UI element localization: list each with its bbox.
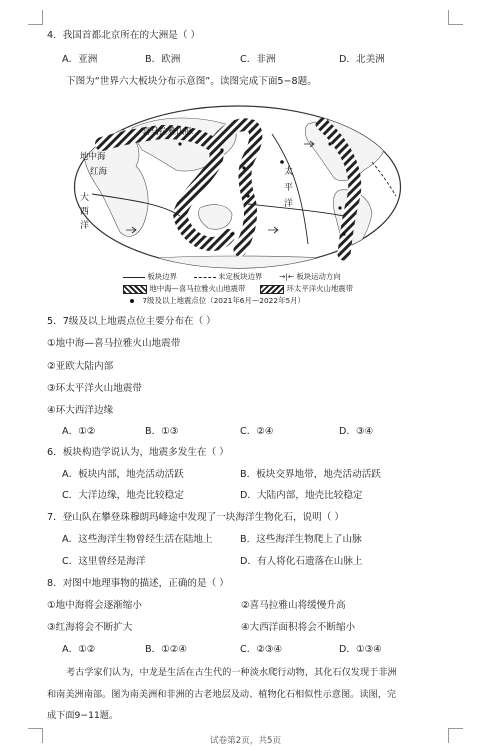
- mediterranean-label: 地中海: [80, 152, 106, 162]
- q6-option-b: B．板块交界地带，地壳活动活跃: [240, 469, 381, 480]
- q8-option-a: A．①②: [62, 644, 96, 655]
- q4-option-a: A．亚洲: [62, 54, 98, 65]
- q5-item-2: ②亚欧大陆内部: [47, 361, 114, 372]
- legend-undetermined-label: 未定板块边界: [218, 272, 263, 281]
- q7-option-d: D．有人将化石遗落在山脉上: [240, 556, 363, 567]
- q7-stem: 7．登山队在攀登珠穆朗玛峰途中发现了一块海洋生物化石，说明（ ）: [47, 512, 344, 523]
- q8-item-4: ④大西洋面积将会不断缩小: [241, 622, 356, 633]
- q8-option-d: D．①③④: [339, 644, 382, 655]
- legend-motion-arrow-icon: →|←: [279, 272, 294, 281]
- pacific-label-1: 太: [284, 167, 294, 177]
- legend-undetermined-symbol: [194, 277, 216, 278]
- q8-item-3: ③红海将会不断扩大: [47, 622, 133, 633]
- q4-stem: 4．我国首都北京所在的大洲是（ ）: [47, 30, 201, 41]
- q8-stem: 8．对图中地理事物的描述，正确的是（ ）: [47, 578, 229, 589]
- q8-option-c: C．②③④: [240, 644, 283, 655]
- legend-boundary-symbol: [123, 277, 145, 278]
- legend-row-2: [123, 284, 353, 294]
- antarctica-landmass: [112, 256, 372, 270]
- q5-option-a: A．①②: [62, 426, 96, 437]
- q6-option-a: A．板块内部，地壳活动活跃: [62, 469, 184, 480]
- legend-quake-label: 7级及以上地震点位（2021年6月—2022年5月）: [142, 296, 305, 305]
- corner-mark-top-right: [448, 10, 463, 25]
- map-intro: 下图为“世界六大板块分布示意图”。读图完成下面5−8题。: [66, 76, 317, 87]
- q7-option-b: B．这些海洋生物爬上了山脉: [240, 534, 362, 545]
- pacific-label-3: 洋: [284, 199, 294, 209]
- q4-option-b: B．欧洲: [145, 54, 181, 65]
- legend-quake-dot-icon: [130, 299, 134, 303]
- atlantic-label-2: 西: [80, 207, 90, 217]
- himalaya-label: 喜马拉雅山脉: [142, 127, 194, 137]
- q5-item-1: ①地中海—喜马拉雅火山地震带: [47, 338, 181, 349]
- legend-row-3: [130, 296, 305, 306]
- passage-line-2: 和南美洲南部。图为南美洲和非洲的古老地层及动、植物化石相似性示意图。读图，完: [47, 689, 397, 700]
- legend-motion-label: 板块运动方向: [296, 272, 341, 281]
- legend-mh-belt-swatch: [123, 285, 147, 294]
- world-plate-map: [72, 104, 403, 270]
- q7-option-a: A．这些海洋生物曾经生活在陆地上: [62, 534, 213, 545]
- q8-item-2: ②喜马拉雅山将缓慢升高: [241, 600, 346, 611]
- q5-stem: 5．7级及以上地震点位主要分布在（ ）: [47, 316, 216, 327]
- legend-pacific-belt-label: 环太平洋火山地震带: [286, 284, 354, 293]
- q6-option-c: C．大洋边缘，地壳比较稳定: [62, 490, 184, 501]
- q6-stem: 6．板块构造学说认为，地震多发生在（ ）: [47, 447, 229, 458]
- red-sea-label: 红海: [90, 167, 108, 177]
- legend-boundary-label: 板块边界: [147, 272, 177, 281]
- q5-item-3: ③环太平洋火山地震带: [47, 383, 142, 394]
- q5-item-4: ④环大西洋边缘: [47, 405, 114, 416]
- q4-option-d: D．北美洲: [339, 54, 385, 65]
- legend-row-1: [123, 272, 341, 282]
- q6-option-d: D．大陆内部，地壳比较稳定: [240, 490, 363, 501]
- pacific-label-2: 平: [284, 183, 294, 193]
- q7-option-c: C．这里曾经是海洋: [62, 556, 146, 567]
- legend-pacific-belt-swatch: [260, 285, 284, 294]
- q5-option-b: B．①③: [145, 426, 179, 437]
- q5-option-d: D．③④: [339, 426, 374, 437]
- passage-line-1: 考古学家们认为，中龙是生活在古生代的一种淡水爬行动物，其化石仅发现于非洲: [66, 667, 397, 678]
- legend-mh-belt-label: 地中海—喜马拉雅火山地震带: [149, 284, 246, 293]
- q5-option-c: C．②④: [240, 426, 274, 437]
- passage-line-3: 成下面9−11题。: [47, 710, 119, 721]
- page-footer: 试卷第2页，共5页: [209, 736, 282, 746]
- atlantic-label-1: 大: [80, 193, 90, 203]
- q8-option-b: B．①②④: [145, 644, 187, 655]
- atlantic-label-3: 洋: [80, 221, 90, 231]
- q4-option-c: C．非洲: [240, 54, 276, 65]
- corner-mark-top-left: [28, 10, 43, 25]
- q8-item-1: ①地中海将会逐渐缩小: [47, 600, 142, 611]
